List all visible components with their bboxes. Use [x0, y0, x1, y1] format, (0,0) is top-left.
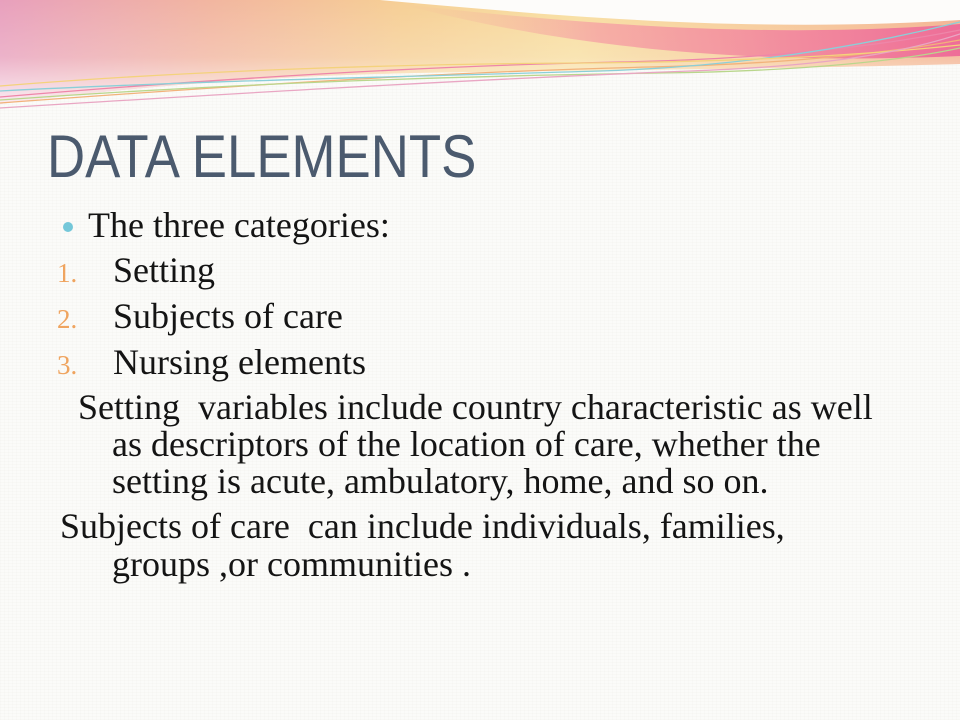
- category-label: Subjects of care: [113, 296, 343, 336]
- paragraph-line: setting is acute, ambulatory, home, and so on.: [112, 461, 769, 501]
- category-item-subjects-of-care: [57, 296, 343, 339]
- paragraph-line: Subjects of care can include individuals, families,: [60, 506, 785, 546]
- paragraph-line: groups ,or communities .: [112, 544, 471, 584]
- category-item-setting: [57, 250, 215, 293]
- category-number: 2.: [57, 304, 78, 334]
- paragraph-line: Setting variables include country characteristic as well: [78, 387, 873, 427]
- top-wave-decoration: [0, 0, 960, 130]
- slide-title: DATA ELEMENTS: [47, 123, 477, 190]
- category-label: Setting: [113, 250, 216, 290]
- category-item-nursing-elements: [57, 342, 366, 385]
- bullet-dot-icon: [63, 222, 73, 232]
- paragraph-line: as descriptors of the location of care, whether the: [112, 424, 821, 464]
- intro-text: The three categories:: [88, 205, 390, 245]
- category-label: Nursing elements: [113, 342, 366, 382]
- category-number: 1.: [57, 258, 78, 288]
- category-number: 3.: [57, 350, 78, 380]
